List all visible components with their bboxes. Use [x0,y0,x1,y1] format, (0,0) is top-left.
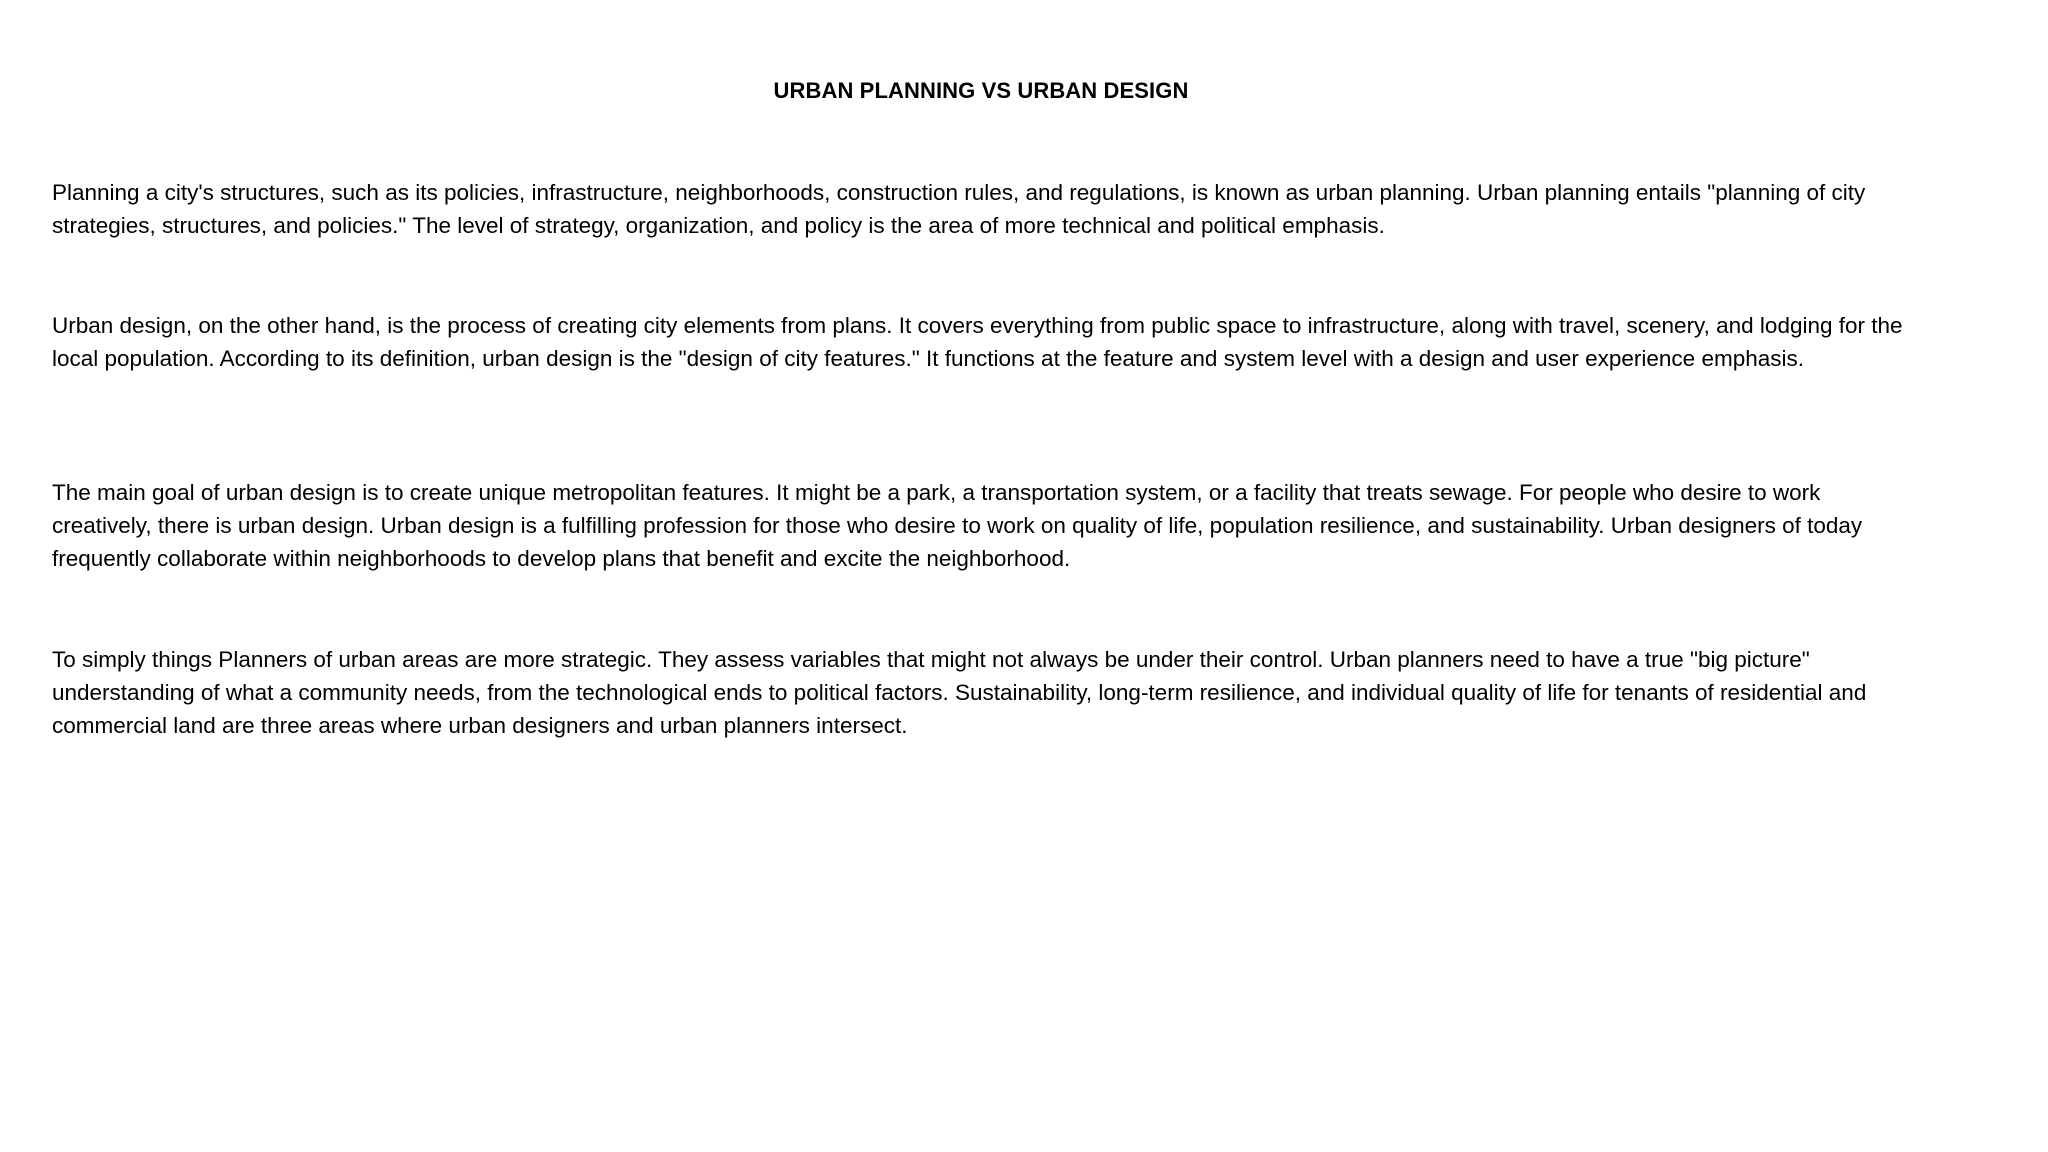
paragraph-urban-planning: Planning a city's structures, such as its policies, infrastructure, neighborhoods, construction rules, and regulations, is known as urban planning. Urban planning entails "planning of city strategies, structures, and policies." The level of strategy, organization, and policy is the area of more technical and political emphasis. [52,180,1866,238]
document-title: URBAN PLANNING VS URBAN DESIGN [773,78,1189,103]
paragraph-urban-design: Urban design, on the other hand, is the process of creating city elements from plans. It covers everything from public space to infrastructure, along with travel, scenery, and lodging for the local population. According to its definition, urban design is the "design of city features." It functions at the feature and system level with a design and user experience emphasis. [52,313,1903,371]
paragraph-urban-design-goal: The main goal of urban design is to create unique metropolitan features. It might be a park, a transportation system, or a facility that treats sewage. For people who desire to work creatively, there is urban design. Urban design is a fulfilling profession for those who desire to work on quality of life, population resilience, and sustainability. Urban designers of today frequently collaborate within neighborhoods to develop plans that benefit and excite the neighborhood. [52,480,1863,571]
paragraph-summary: To simply things Planners of urban areas are more strategic. They assess variables that might not always be under their control. Urban planners need to have a true "big picture" understanding of what a community needs, from the technological ends to political factors. Sustainability, long-term resilience, and individual quality of life for tenants of residential and commercial land are three areas where urban designers and urban planners intersect. [52,647,1867,738]
